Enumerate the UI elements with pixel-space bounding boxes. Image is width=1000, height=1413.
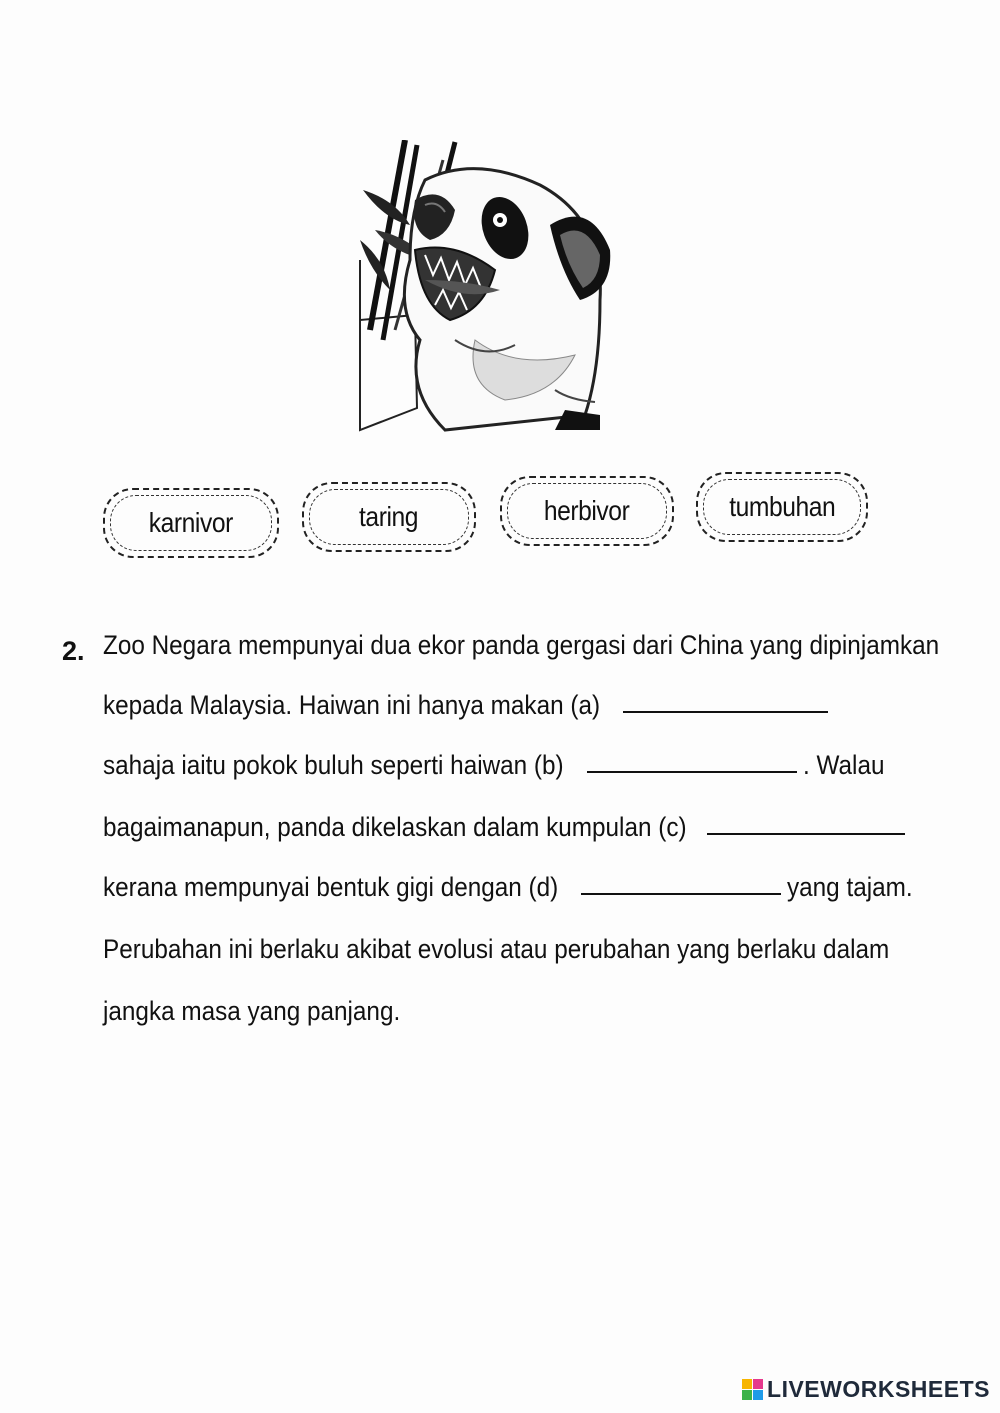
answer-blank-b[interactable] bbox=[587, 770, 797, 773]
question-text: jangka masa yang panjang. bbox=[103, 996, 401, 1026]
question-line-4 bbox=[103, 812, 933, 843]
liveworksheets-logo-icon bbox=[742, 1379, 763, 1400]
answer-blank-a[interactable] bbox=[623, 710, 828, 713]
question-line-3 bbox=[103, 750, 933, 781]
question-line-7 bbox=[103, 996, 933, 1027]
brand-name: LIVEWORKSHEETS bbox=[767, 1376, 990, 1402]
question-text: Zoo Negara mempunyai dua ekor panda gergasi dari China yang dipinjamkan bbox=[103, 630, 940, 660]
word-bank-item-karnivor[interactable] bbox=[103, 488, 279, 558]
question-line-1 bbox=[103, 630, 940, 661]
panda-eating-bamboo-illustration bbox=[355, 140, 615, 432]
word-bank-label: herbivor bbox=[544, 495, 630, 526]
word-bank-item-herbivor[interactable] bbox=[500, 476, 674, 546]
question-line-6 bbox=[103, 934, 933, 965]
word-bank-label: taring bbox=[359, 501, 419, 532]
question-text: kerana mempunyai bentuk gigi dengan (d) bbox=[103, 872, 559, 902]
word-bank-label: karnivor bbox=[148, 507, 234, 538]
question-line-2 bbox=[103, 690, 933, 721]
question-text: . Walau bbox=[802, 750, 885, 780]
answer-blank-c[interactable] bbox=[707, 832, 905, 835]
question-line-5 bbox=[103, 872, 933, 903]
question-text: yang tajam. bbox=[786, 872, 913, 902]
question-text: Perubahan ini berlaku akibat evolusi atau perubahan yang berlaku dalam bbox=[103, 934, 890, 964]
question-text: bagaimanapun, panda dikelaskan dalam kumpulan (c) bbox=[103, 812, 687, 842]
answer-blank-d[interactable] bbox=[581, 892, 781, 895]
question-text: sahaja iaitu pokok buluh seperti haiwan (b) bbox=[103, 750, 564, 780]
word-bank-item-tumbuhan[interactable] bbox=[696, 472, 868, 542]
word-bank-label: tumbuhan bbox=[728, 491, 836, 522]
question-number: 2. bbox=[62, 636, 85, 666]
question-text: kepada Malaysia. Haiwan ini hanya makan (a) bbox=[103, 690, 601, 720]
liveworksheets-brand[interactable] bbox=[742, 1376, 990, 1403]
word-bank-item-taring[interactable] bbox=[302, 482, 476, 552]
